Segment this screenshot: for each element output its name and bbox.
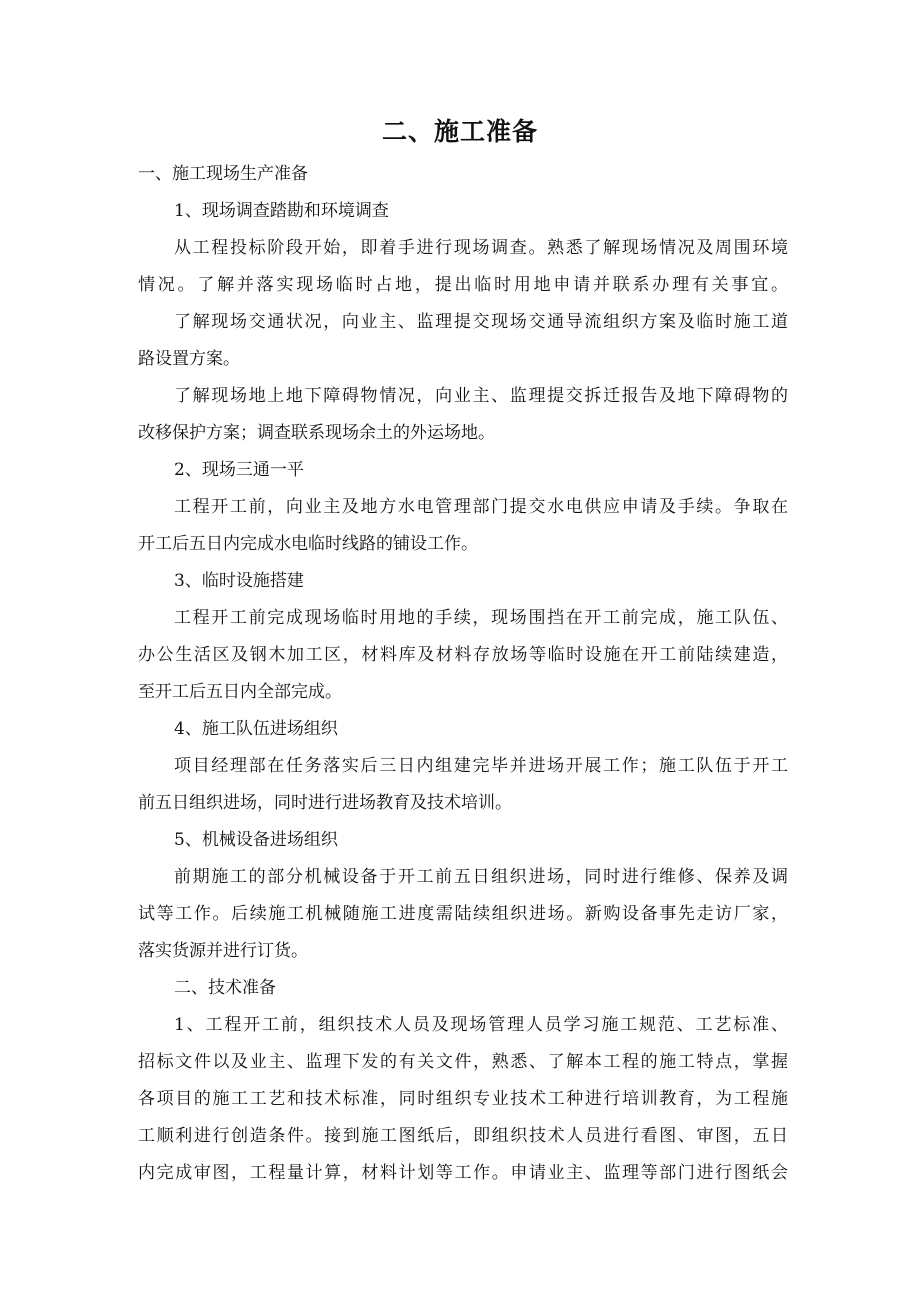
subheading-utilities: 2、现场三通一平 [174, 460, 304, 480]
document-title: 二、施工准备 [381, 117, 538, 146]
subheading-site-survey: 1、现场调查踏勘和环境调查 [174, 201, 389, 221]
paragraph-line: 办公生活区及钢木加工区，材料库及材料存放场等临时设施在开工前陆续建造， [138, 645, 788, 665]
subheading-temporary-facilities: 3、临时设施搭建 [174, 571, 304, 591]
paragraph-line: 落实货源并进行订货。 [138, 941, 308, 961]
paragraph-line: 前五日组织进场，同时进行进场教育及技术培训。 [138, 793, 512, 813]
paragraph-line: 情况。了解并落实现场临时占地，提出临时用地申请并联系办理有关事宜。 [138, 275, 788, 295]
section-heading-site-preparation: 一、施工现场生产准备 [138, 164, 308, 184]
paragraph-line: 改移保护方案；调查联系现场余土的外运场地。 [138, 423, 495, 443]
paragraph-line: 各项目的施工工艺和技术标准，同时组织专业技术工种进行培训教育，为工程施 [138, 1089, 788, 1109]
paragraph-line: 从工程投标阶段开始，即着手进行现场调查。熟悉了解现场情况及周围环境 [174, 238, 788, 258]
subheading-equipment-mobilization: 5、机械设备进场组织 [174, 830, 338, 850]
paragraph-line: 工程开工前，向业主及地方水电管理部门提交水电供应申请及手续。争取在 [174, 497, 788, 517]
paragraph-line: 1、工程开工前，组织技术人员及现场管理人员学习施工规范、工艺标准、 [174, 1015, 788, 1035]
subheading-crew-mobilization: 4、施工队伍进场组织 [174, 719, 338, 739]
paragraph-line: 工顺利进行创造条件。接到施工图纸后，即组织技术人员进行看图、审图，五日 [138, 1126, 788, 1146]
paragraph-line: 路设置方案。 [138, 349, 240, 369]
paragraph-line: 开工后五日内完成水电临时线路的铺设工作。 [138, 534, 478, 554]
paragraph-line: 试等工作。后续施工机械随施工进度需陆续组织进场。新购设备事先走访厂家， [138, 904, 788, 924]
paragraph-line: 了解现场地上地下障碍物情况，向业主、监理提交拆迁报告及地下障碍物的 [174, 386, 788, 406]
paragraph-line: 至开工后五日内全部完成。 [138, 682, 342, 702]
paragraph-line: 了解现场交通状况，向业主、监理提交现场交通导流组织方案及临时施工道 [174, 312, 788, 332]
paragraph-line: 前期施工的部分机械设备于开工前五日组织进场，同时进行维修、保养及调 [174, 867, 788, 887]
paragraph-line: 招标文件以及业主、监理下发的有关文件，熟悉、了解本工程的施工特点，掌握 [138, 1052, 788, 1072]
paragraph-line: 内完成审图，工程量计算，材料计划等工作。申请业主、监理等部门进行图纸会 [138, 1163, 788, 1183]
section-heading-technical-preparation: 二、技术准备 [174, 978, 276, 998]
paragraph-line: 工程开工前完成现场临时用地的手续，现场围挡在开工前完成，施工队伍、 [174, 608, 788, 628]
paragraph-line: 项目经理部在任务落实后三日内组建完毕并进场开展工作；施工队伍于开工 [174, 756, 788, 776]
